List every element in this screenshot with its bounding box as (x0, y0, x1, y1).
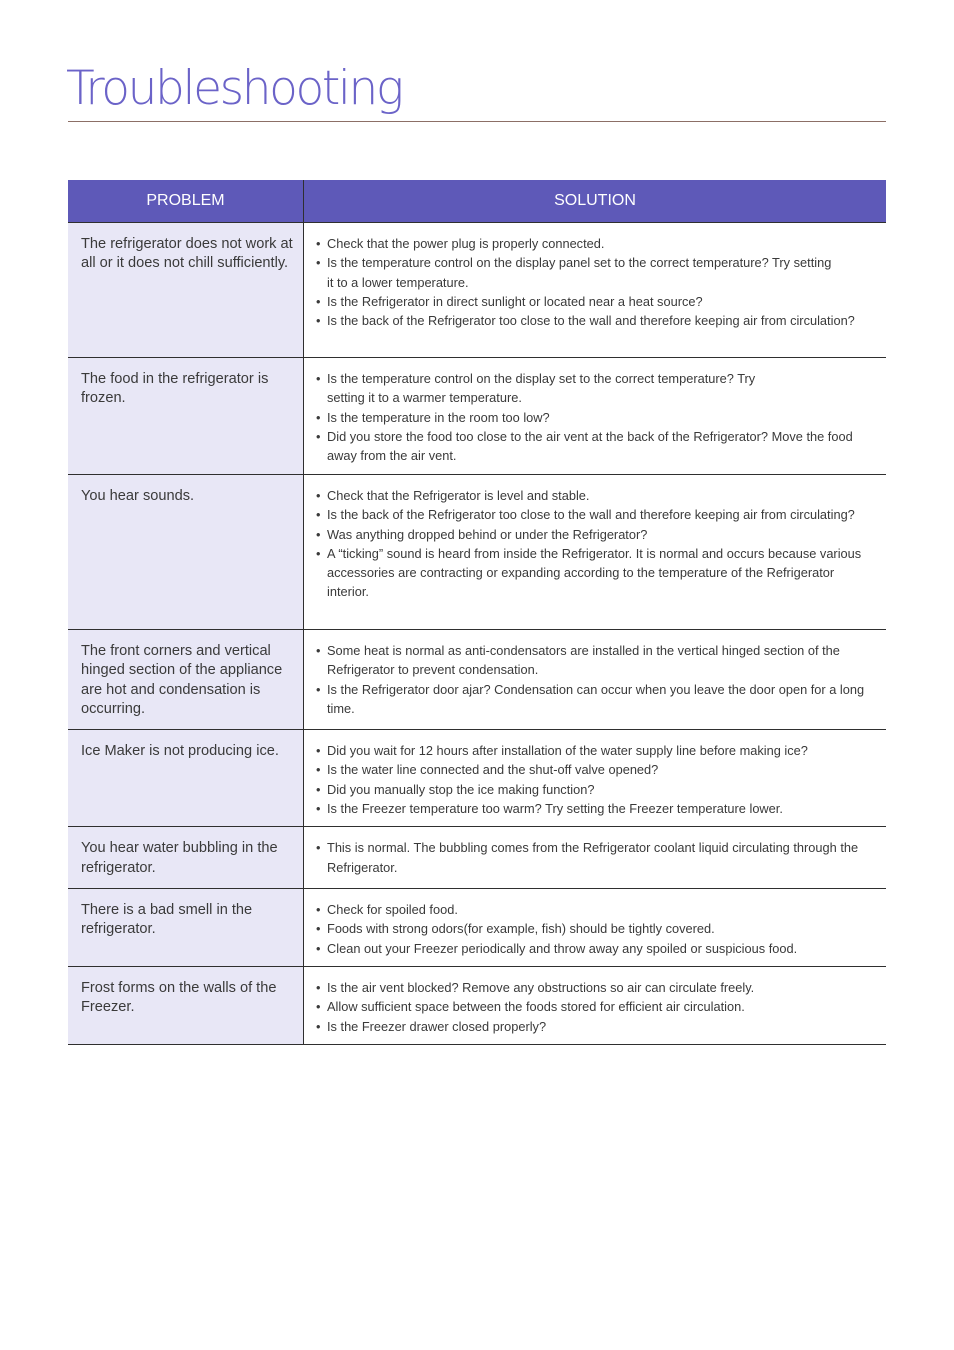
table-row (68, 966, 886, 1044)
solution-cell (304, 730, 887, 827)
problem-column-header: PROBLEM (68, 180, 304, 223)
problem-cell: You hear sounds. (68, 475, 304, 630)
solution-list (316, 978, 874, 1036)
solution-cell (304, 630, 887, 730)
table-row (68, 630, 886, 730)
solution-list (316, 369, 874, 465)
solution-item: • Is the Refrigerator in direct sunlight or located near a heat source? (316, 292, 874, 311)
solution-item: • A “ticking” sound is heard from inside the Refrigerator. It is normal and occurs because various accessories are contracting or expanding according to the temperature of the Refrigerator interior. (316, 544, 874, 602)
problem-cell: Frost forms on the walls of the Freezer. (68, 966, 304, 1044)
solution-item: • Clean out your Freezer periodically and throw away any spoiled or suspicious food. (316, 939, 874, 958)
solution-item: • Was anything dropped behind or under the Refrigerator? (316, 525, 874, 544)
title-divider (68, 121, 886, 122)
solution-list (316, 900, 874, 958)
page-title: Troubleshooting (66, 61, 402, 116)
solution-item: • Allow sufficient space between the foods stored for efficient air circulation. (316, 997, 874, 1016)
solution-cell (304, 966, 887, 1044)
solution-item: • Is the Freezer temperature too warm? Try setting the Freezer temperature lower. (316, 799, 874, 818)
table-row (68, 888, 886, 966)
solution-list (316, 641, 874, 718)
solution-item: • Is the back of the Refrigerator too close to the wall and therefore keeping air from circulation? (316, 311, 874, 330)
table-row (68, 827, 886, 889)
table-header-row (68, 180, 886, 223)
problem-cell: Ice Maker is not producing ice. (68, 730, 304, 827)
table-row (68, 358, 886, 475)
solution-item: • Foods with strong odors(for example, fish) should be tightly covered. (316, 919, 874, 938)
solution-list (316, 741, 874, 818)
solution-list (316, 234, 874, 330)
table-row (68, 730, 886, 827)
solution-item: • Is the back of the Refrigerator too close to the wall and therefore keeping air from circulating? (316, 505, 874, 524)
solution-item: • Is the temperature control on the display panel set to the correct temperature? Try setting it to a lower temperature. (316, 253, 874, 292)
solution-list (316, 486, 874, 602)
solution-item: • Is the air vent blocked? Remove any obstructions so air can circulate freely. (316, 978, 874, 997)
solution-item: • This is normal. The bubbling comes from the Refrigerator coolant liquid circulating through the Refrigerator. (316, 838, 874, 877)
problem-cell: The food in the refrigerator is frozen. (68, 358, 304, 475)
problem-cell: You hear water bubbling in the refrigerator. (68, 827, 304, 889)
solution-item: • Some heat is normal as anti-condensators are installed in the vertical hinged section of the Refrigerator to prevent condensation. (316, 641, 874, 680)
solution-column-header: SOLUTION (304, 180, 887, 223)
solution-item: • Check that the power plug is properly connected. (316, 234, 874, 253)
solution-cell (304, 827, 887, 889)
solution-cell (304, 223, 887, 358)
solution-item: • Check that the Refrigerator is level and stable. (316, 486, 874, 505)
table-row (68, 223, 886, 358)
solution-item: • Is the temperature control on the display set to the correct temperature? Try setting it to a warmer temperature. (316, 369, 874, 408)
solution-item: • Is the Freezer drawer closed properly? (316, 1017, 874, 1036)
solution-list (316, 838, 874, 877)
solution-item: • Check for spoiled food. (316, 900, 874, 919)
solution-item: • Did you store the food too close to the air vent at the back of the Refrigerator? Move the food away from the air vent. (316, 427, 874, 466)
solution-item: • Is the temperature in the room too low? (316, 408, 874, 427)
solution-item: • Is the Refrigerator door ajar? Condensation can occur when you leave the door open for a long time. (316, 680, 874, 719)
problem-cell: The front corners and vertical hinged section of the appliance are hot and condensation is occurring. (68, 630, 304, 730)
solution-cell (304, 358, 887, 475)
problem-cell: There is a bad smell in the refrigerator. (68, 888, 304, 966)
table-row (68, 475, 886, 630)
problem-cell: The refrigerator does not work at all or it does not chill sufficiently. (68, 223, 304, 358)
solution-item: • Did you wait for 12 hours after installation of the water supply line before making ice? (316, 741, 874, 760)
troubleshooting-table (68, 180, 886, 1045)
solution-item: • Did you manually stop the ice making function? (316, 780, 874, 799)
solution-cell (304, 888, 887, 966)
solution-cell (304, 475, 887, 630)
solution-item: • Is the water line connected and the shut-off valve opened? (316, 760, 874, 779)
